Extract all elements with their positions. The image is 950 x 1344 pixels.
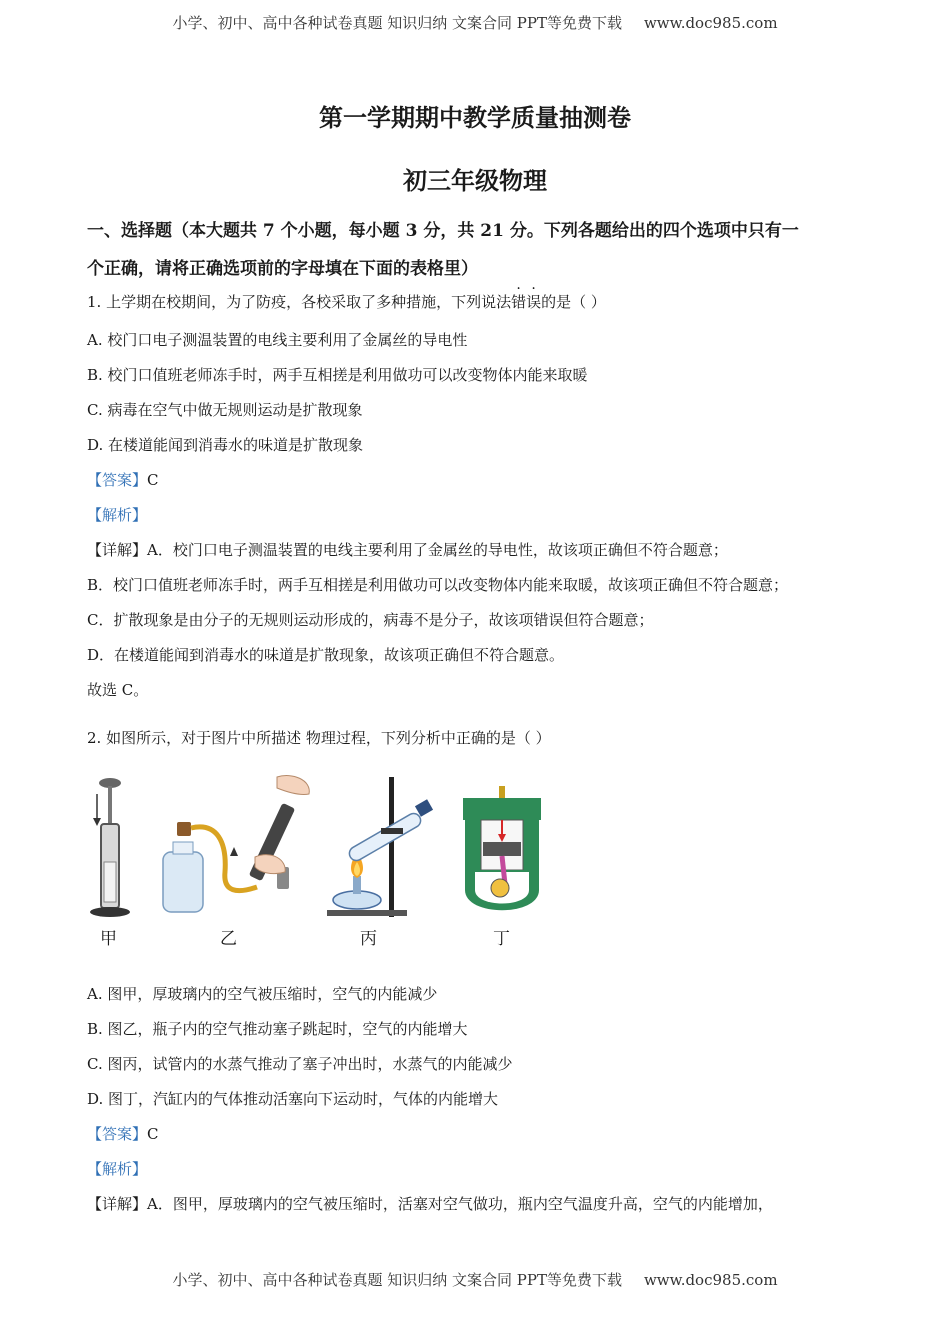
q2-option-b: B. 图乙，瓶子内的空气推动塞子跳起时，空气的内能增大 [87, 1020, 468, 1038]
q1-option-d: D. 在楼道能闻到消毒水的味道是扩散现象 [87, 436, 364, 454]
q1-option-b: B. 校门口值班老师冻手时，两手互相搓是利用做功可以改变物体内能来取暖 [87, 366, 588, 384]
q1-stem [87, 291, 606, 312]
figure-label-jia: 甲 [100, 929, 117, 949]
page-header [0, 12, 950, 33]
q1-detail-c: C．扩散现象是由分子的无规则运动形成的，病毒不是分子，故该项错误但符合题意； [87, 611, 654, 629]
footer-text: 小学、初中、高中各种试卷真题 知识归纳 文案合同 PPT等免费下载 [172, 1271, 622, 1289]
q2-answer-tag: 【答案】 [87, 1125, 148, 1143]
exam-title: 第一学期期中教学质量抽测卷 [319, 103, 631, 132]
section-heading-line1: 一、选择题（本大题共 7 个小题，每小题 3 分，共 21 分。下列各题给出的四个选项中只有一 [87, 221, 799, 241]
figure-label-ding: 丁 [493, 929, 510, 949]
header-text: 小学、初中、高中各种试卷真题 知识归纳 文案合同 PPT等免费下载 [172, 14, 622, 32]
q2-figure [87, 772, 557, 952]
q1-detail-tag: 【详解】 [87, 541, 148, 559]
q2-answer [87, 1123, 159, 1144]
q1-detail-d: D．在楼道能闻到消毒水的味道是扩散现象，故该项正确但不符合题意。 [87, 646, 565, 664]
q2-detail-a [87, 1193, 773, 1214]
engine-cylinder-illustration [463, 786, 541, 910]
figure-label-bing: 丙 [360, 929, 377, 949]
bottle-pump-illustration [163, 776, 309, 912]
header-site-link[interactable]: www.doc985.com [643, 14, 778, 32]
q1-answer-tag: 【答案】 [87, 471, 148, 489]
q2-option-a: A. 图甲，厚玻璃内的空气被压缩时，空气的内能减少 [87, 985, 438, 1003]
q2-option-c: C. 图丙，试管内的水蒸气推动了塞子冲出时，水蒸气的内能减少 [87, 1055, 513, 1073]
footer-site-link[interactable]: www.doc985.com [643, 1271, 778, 1289]
q1-detail-a-text: A．校门口电子测温装置的电线主要利用了金属丝的导电性，故该项正确但不符合题意； [147, 541, 728, 559]
exam-subtitle: 初三年级物理 [403, 166, 547, 195]
q1-emphasis-char-1: 错 [511, 293, 527, 311]
q1-option-a: A. 校门口电子测温装置的电线主要利用了金属丝的导电性 [87, 331, 468, 349]
fire-piston-illustration [90, 778, 130, 917]
q2-option-d: D. 图丁，汽缸内的气体推动活塞向下运动时，气体的内能增大 [87, 1090, 499, 1108]
q1-answer [87, 469, 159, 490]
q1-stem-after: 的是（ ） [541, 293, 606, 311]
q1-analysis-tag: 【解析】 [87, 506, 148, 524]
q2-detail-a-text: A．图甲，厚玻璃内的空气被压缩时，活塞对空气做功，瓶内空气温度升高，空气的内能增加， [147, 1195, 773, 1213]
q2-detail-tag: 【详解】 [87, 1195, 148, 1213]
q2-answer-value: C [147, 1125, 159, 1143]
page-footer [0, 1269, 950, 1290]
q2-stem: 2. 如图所示，对于图片中所描述 物理过程，下列分析中正确的是（ ） [87, 729, 551, 747]
test-tube-heating-illustration [327, 777, 433, 917]
q1-option-c: C. 病毒在空气中做无规则运动是扩散现象 [87, 401, 363, 419]
q2-figure-drawings [87, 772, 557, 922]
q1-detail-a [87, 539, 728, 560]
section-heading-line2: 个正确，请将正确选项前的字母填在下面的表格里） [87, 259, 478, 279]
q1-answer-value: C [147, 471, 159, 489]
q1-conclusion: 故选 C。 [87, 681, 149, 699]
q2-analysis-tag: 【解析】 [87, 1160, 148, 1178]
figure-label-yi: 乙 [220, 929, 237, 949]
q1-detail-b: B．校门口值班老师冻手时，两手互相搓是利用做功可以改变物体内能来取暖，故该项正确但不符合题意； [87, 576, 789, 594]
q1-emphasis-char-2: 误 [526, 293, 542, 311]
q1-stem-before: 1. 上学期在校期间，为了防疫，各校采取了多种措施，下列说法 [87, 293, 512, 311]
